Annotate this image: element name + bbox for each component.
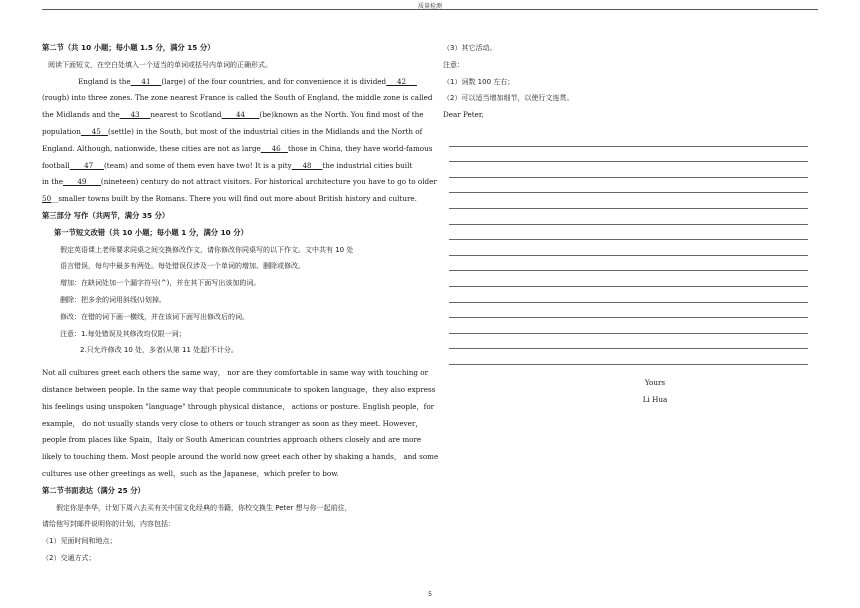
letter-signature: Li Hua [642, 395, 668, 404]
writing-line[interactable] [449, 256, 808, 272]
letter-greeting: Dear Peter, [443, 110, 484, 120]
part3-sub1-heading: 第一节短文改错（共 10 小题；每小题 1 分，满分 10 分） [54, 227, 248, 237]
passage-text: (team) and some of them even have two! It is a pity [104, 160, 292, 170]
part3-heading: 第三部分 写作（共两节，满分 35 分） [42, 210, 170, 220]
essay-line: example， do not usually stands very close to others or touch stranger as soon as they meet. However， [42, 418, 423, 428]
passage-text: football [42, 160, 70, 170]
passage-text: the Midlands and the [42, 110, 120, 120]
essay-line: Not all cultures greet each others the same way， nor are they comfortable in same way with touching or [42, 368, 429, 378]
task-line: （1）见面时间和地点； [42, 537, 117, 546]
writing-line[interactable] [449, 147, 808, 163]
writing-line[interactable] [449, 271, 808, 287]
rule-line: 语言错误，每句中最多有两处。每处错误仅涉及一个单词的增加、删除或修改。 [60, 262, 305, 271]
writing-line[interactable] [449, 349, 808, 365]
passage-text: England is the [78, 76, 131, 86]
left-column [42, 40, 439, 567]
page-header-title: 质量检测 [417, 3, 442, 10]
passage-line [42, 191, 424, 208]
notes-label: 注意： [443, 60, 464, 69]
essay-line: distance between people. In the same way that people communicate to spoken language，they also express [42, 384, 436, 394]
passage-line [42, 107, 424, 124]
blank-42: ___42___ [386, 76, 417, 86]
task-line: 请给他写封邮件说明你的计划，内容包括： [42, 520, 175, 529]
passage-line [42, 158, 424, 175]
passage-text: those in China, they have world-famous [287, 143, 433, 153]
passage-text: (be)known as the North. You find most of the [259, 110, 424, 120]
task-line: （2）交通方式； [42, 553, 96, 562]
rule-line: 删除：把多余的词用斜线(\)划掉。 [60, 295, 166, 304]
rule-line: 2.只允许修改 10 处，多者(从第 11 处起)不计分。 [80, 346, 238, 355]
blank-45: ___45__ [80, 126, 109, 136]
passage-text: population [42, 126, 81, 136]
section2-heading: 第二节（共 10 小题；每小题 1.5 分，满分 15 分） [42, 43, 215, 52]
blank-44: ____44____ [221, 110, 260, 120]
passage-text: smaller towns built by the Romans. There you will find out more about British history and culture. [58, 194, 417, 204]
essay-line: people from places like Spain，Italy or South American countries approach others closely and are more [42, 435, 422, 445]
note-details: （2）可以适当增加细节，以使行文连贯。 [443, 94, 574, 103]
rule-line: 注意：1.每处错误及其修改均仅限一词； [60, 329, 186, 338]
passage-text: (large) of the four countries, and for convenience it is divided [161, 76, 387, 86]
passage-line [42, 174, 437, 191]
section2-instruction: 阅读下面短文，在空白处填入一个适当的单词或括号内单词的正确形式。 [48, 60, 272, 69]
writing-line[interactable] [449, 162, 808, 178]
writing-line[interactable] [449, 334, 808, 350]
blank-50-tail: __ [51, 194, 59, 204]
passage-text: the industrial cities built [322, 160, 413, 170]
part3-sub2-heading: 第二节书面表达（满分 25 分） [42, 485, 145, 495]
letter-closing: Yours [644, 378, 666, 387]
writing-area[interactable] [443, 131, 808, 365]
blank-47: ____47___ [69, 160, 104, 170]
passage-line [42, 141, 433, 158]
passage-text: England. Although, nationwide, these cities are not as large [42, 143, 261, 153]
passage-text: (nineteen) century do not attract visitors. For historical architecture you have to go to older [100, 177, 437, 187]
blank-43: ___43___ [119, 110, 151, 120]
rule-line: 修改：在错的词下画一横线，并在该词下面写出修改后的词。 [60, 312, 249, 321]
writing-line[interactable] [449, 318, 808, 334]
passage-text: in the [42, 177, 63, 187]
blank-46: ___46__ [260, 143, 288, 153]
note-word-count: （1）词数 100 左右； [443, 77, 515, 86]
essay-line: likely to touching them. Most people around the world now greet each other by shaking a hands， and some [42, 452, 439, 462]
passage-line: (rough) into three zones. The zone nearest France is called the South of England, the middle zone is called [42, 93, 433, 103]
writing-line[interactable] [449, 287, 808, 303]
correction-essay [42, 365, 439, 483]
essay-line: cultures use other greetings as well，such as the Japanese，which prefer to bow. [42, 468, 339, 478]
essay-line: his feelings using unspoken "language" through physical distance， actions or posture. English people，for [42, 401, 435, 411]
passage-line [42, 124, 424, 141]
rule-line: 增加：在缺词处加一个漏字符号(^)，并在其下面写出该加的词。 [60, 279, 261, 288]
writing-line[interactable] [449, 225, 808, 241]
passage-text: (settle) in the South, but most of the industrial cities in the Midlands and the North of [108, 126, 423, 136]
passage-line [42, 74, 424, 91]
writing-line[interactable] [449, 131, 808, 147]
blank-49: ____49____ [62, 177, 101, 187]
task-point-3: （3）其它活动。 [443, 44, 497, 52]
writing-line[interactable] [449, 193, 808, 209]
header-divider [42, 9, 818, 10]
writing-line[interactable] [449, 209, 808, 225]
right-column [443, 40, 808, 124]
rule-line: 假定英语课上老师要求同桌之间交换修改作文，请你修改你同桌写的以下作文。文中共有 10 处 [60, 245, 354, 254]
writing-line[interactable] [449, 303, 808, 319]
writing-line[interactable] [449, 178, 808, 194]
blank-41: ___41___ [130, 76, 162, 86]
page-number: 5 [428, 591, 432, 598]
task-line: 假定你是李华，计划下周六去买有关中国文化经典的书籍，你校交换生 Peter 想与你一起前往， [56, 503, 352, 512]
blank-48: ___48___ [291, 160, 323, 170]
blank-50: 50 [42, 194, 52, 204]
passage-text: nearest to Scotland [150, 110, 222, 120]
writing-line[interactable] [449, 240, 808, 256]
